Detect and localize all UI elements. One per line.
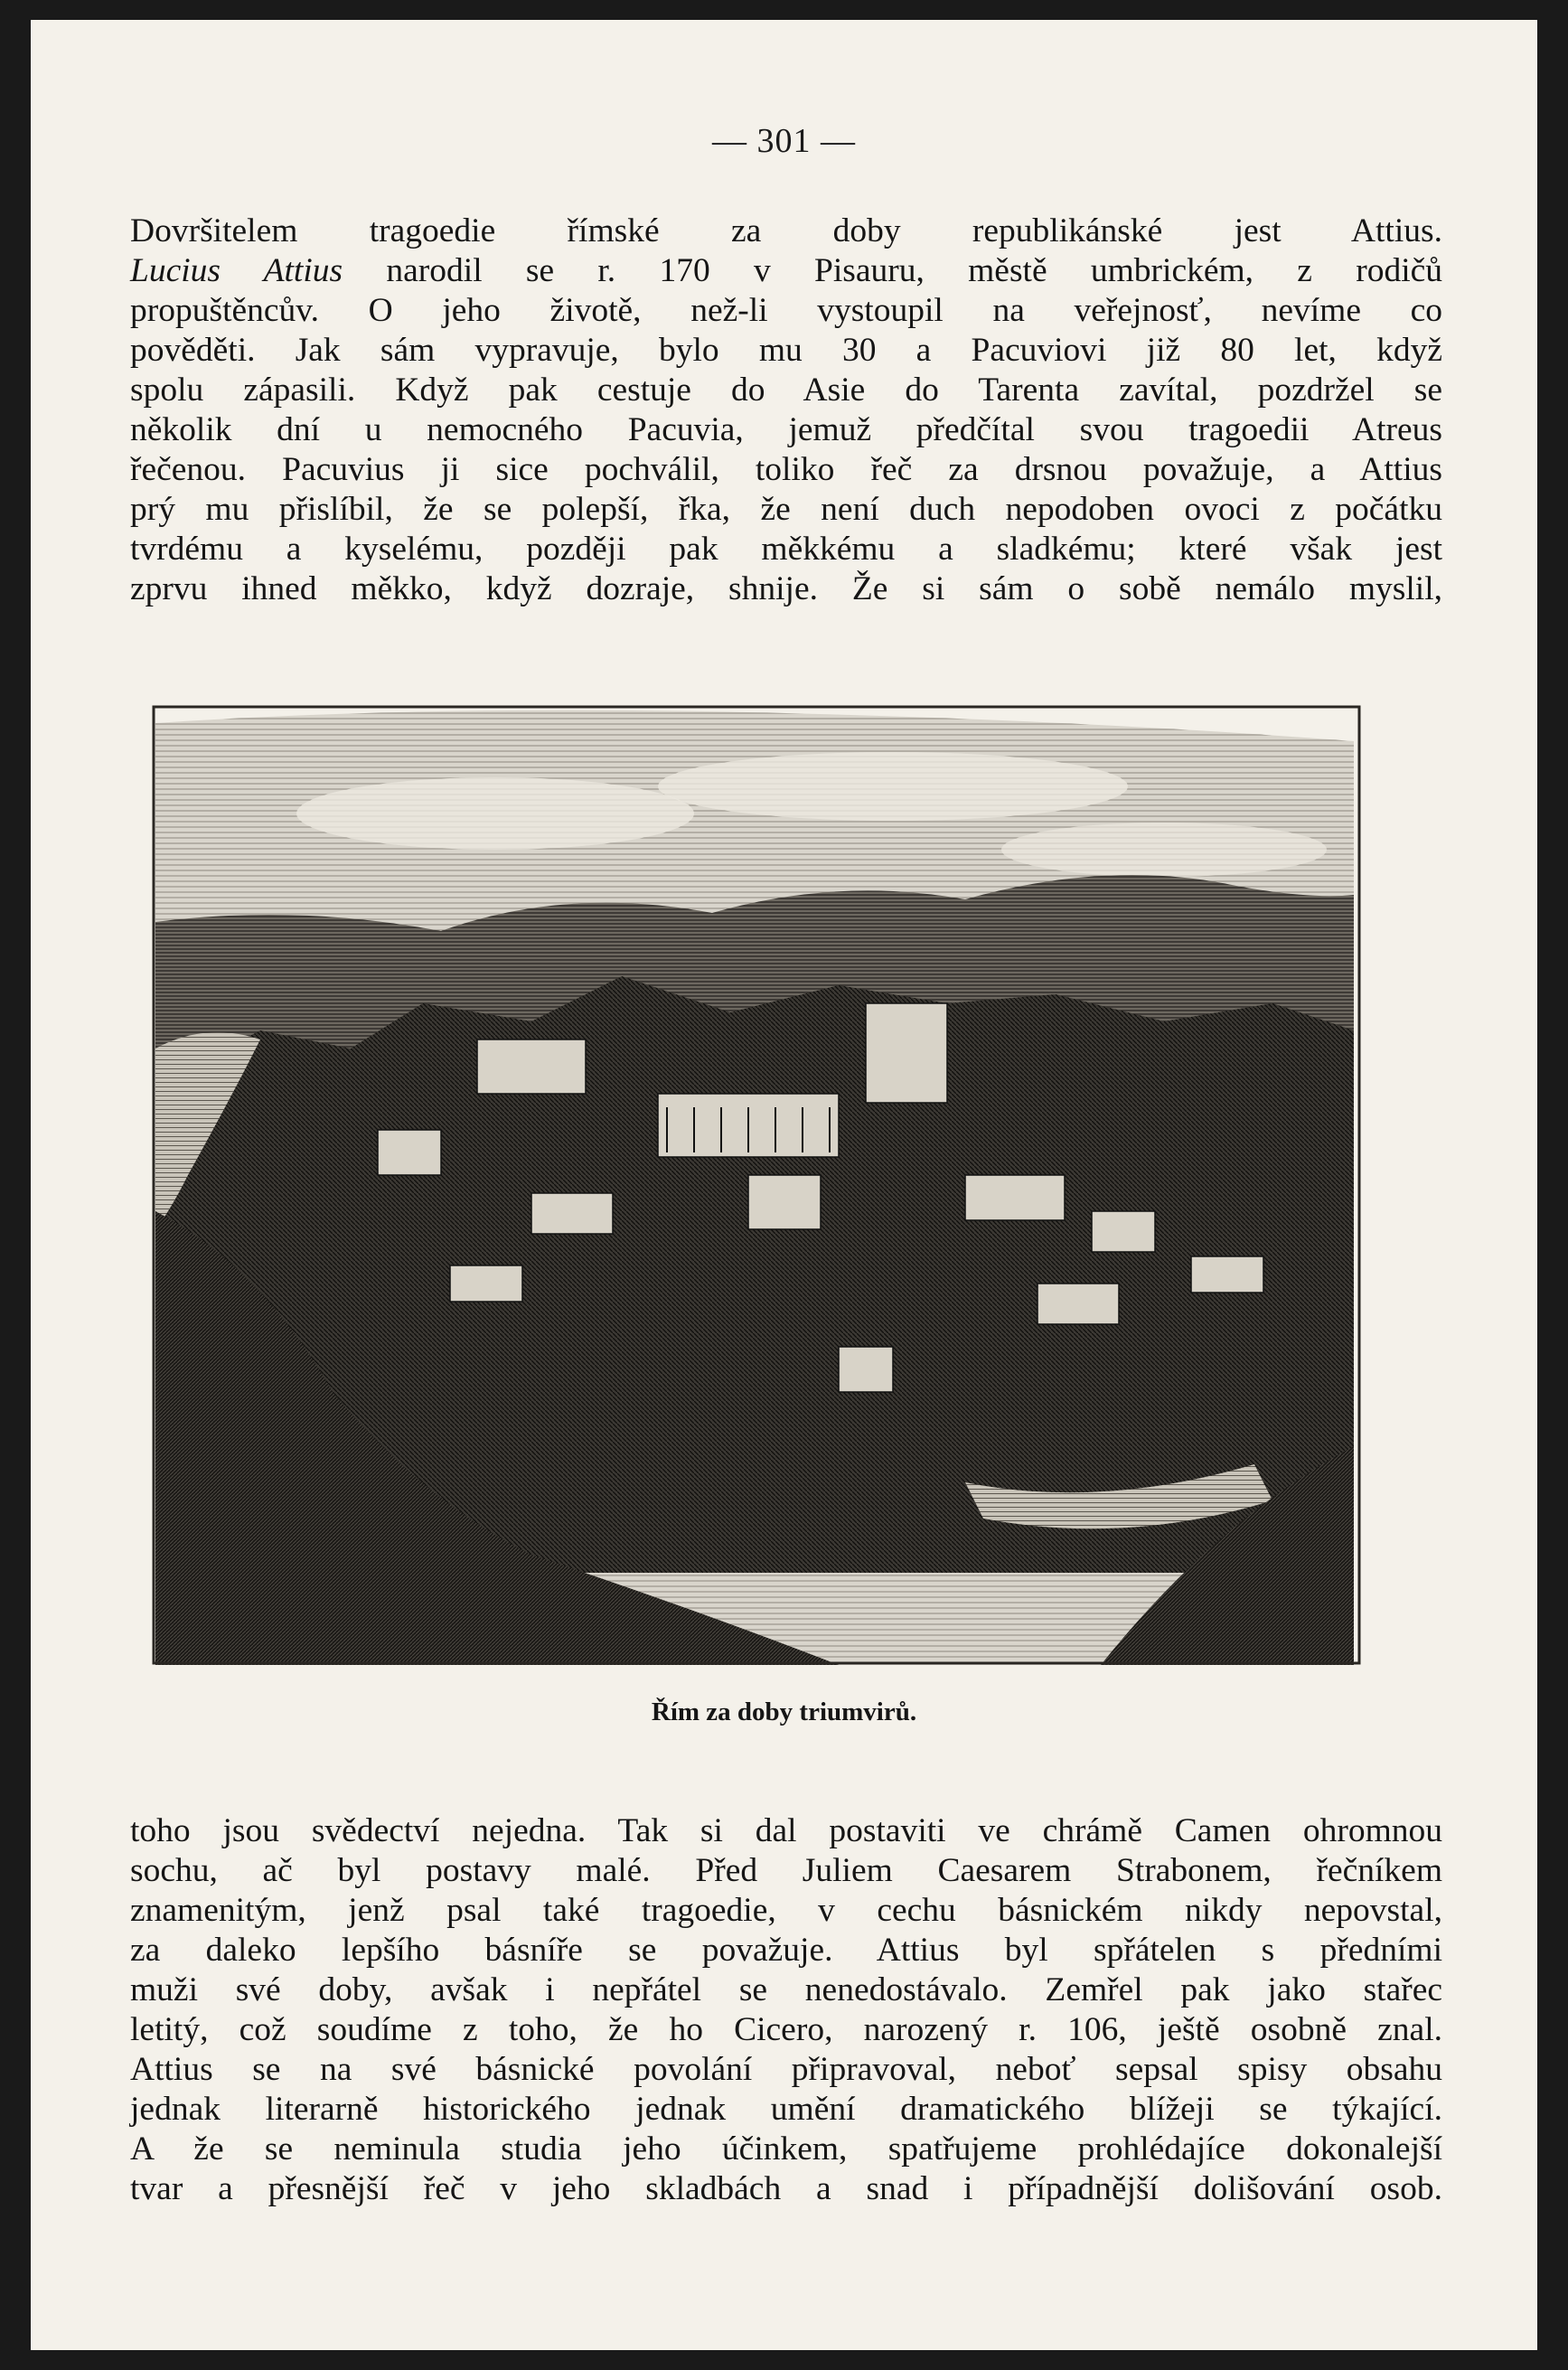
figure-caption: Řím za doby triumvirů.	[651, 1698, 917, 1726]
text-line: letitý, což soudíme z toho, že ho Cicero, narozený r. 106, ještě osobně znal.	[130, 2011, 1442, 2048]
text-line: spolu zápasili. Když pak cestuje do Asie do Tarenta zavítal, pozdržel se	[130, 371, 1442, 409]
text-line: tvrdému a kyselému, později pak měkkému a sladkému; které však jest	[130, 531, 1442, 568]
text-line: prý mu přislíbil, že se polepší, řka, že není duch nepodoben ovoci z počátku	[130, 491, 1442, 528]
text-line: za daleko lepšího básníře se považuje. Attius byl spřátelen s předními	[130, 1932, 1442, 1969]
engraving-rome-triumvirs	[152, 705, 1361, 1665]
text-line: několik dní u nemocného Pacuvia, jemuž předčítal svou tragoedii Atreus	[130, 411, 1442, 448]
text-line: A že se neminula studia jeho účinkem, spatřujeme prohlédajíce dokonalejší	[130, 2130, 1442, 2168]
name-italic: Lucius Attius	[130, 252, 343, 289]
text-line: řečenou. Pacuvius ji sice pochválil, toliko řeč za drsnou považuje, a Attius	[130, 451, 1442, 488]
text-line: znamenitým, jenž psal také tragoedie, v cechu básnickém nikdy nepovstal,	[130, 1892, 1442, 1929]
text-line	[130, 251, 1442, 291]
book-page	[31, 20, 1537, 2350]
text-line-rest: narodil se r. 170 v Pisauru, městě umbrickém, z rodičů	[386, 252, 1443, 289]
text-line: toho jsou svědectví nejedna. Tak si dal postaviti ve chrámě Camen ohromnou	[130, 1812, 1442, 1849]
engraving-illustration	[152, 705, 1361, 1665]
text-line: pověděti. Jak sám vypravuje, bylo mu 30 a Pacuviovi již 80 let, když	[130, 332, 1442, 369]
page-number: — 301 —	[712, 122, 856, 160]
text-line: jednak literarně historického jednak umění dramatického blížeji se týkající.	[130, 2091, 1442, 2128]
text-line: Dovršitelem tragoedie římské za doby republikánské jest Attius.	[130, 212, 1442, 249]
text-line: muži své doby, avšak i nepřátel se nenedostávalo. Zemřel pak jako stařec	[130, 1971, 1442, 2008]
text-line: Attius se na své básnické povolání připravoval, neboť sepsal spisy obsahu	[130, 2051, 1442, 2088]
paragraph-1	[130, 212, 1442, 609]
text-line: tvar a přesnější řeč v jeho skladbách a snad i případnější dolišování osob.	[130, 2170, 1442, 2207]
text-line: propuštěncův. O jeho životě, než-li vystoupil na veřejnosť, nevíme co	[130, 292, 1442, 329]
text-line: sochu, ač byl postavy malé. Před Juliem Caesarem Strabonem, řečníkem	[130, 1852, 1442, 1889]
paragraph-2	[130, 1811, 1442, 2209]
text-line: zprvu ihned měkko, když dozraje, shnije. Že si sám o sobě nemálo myslil,	[130, 570, 1442, 607]
